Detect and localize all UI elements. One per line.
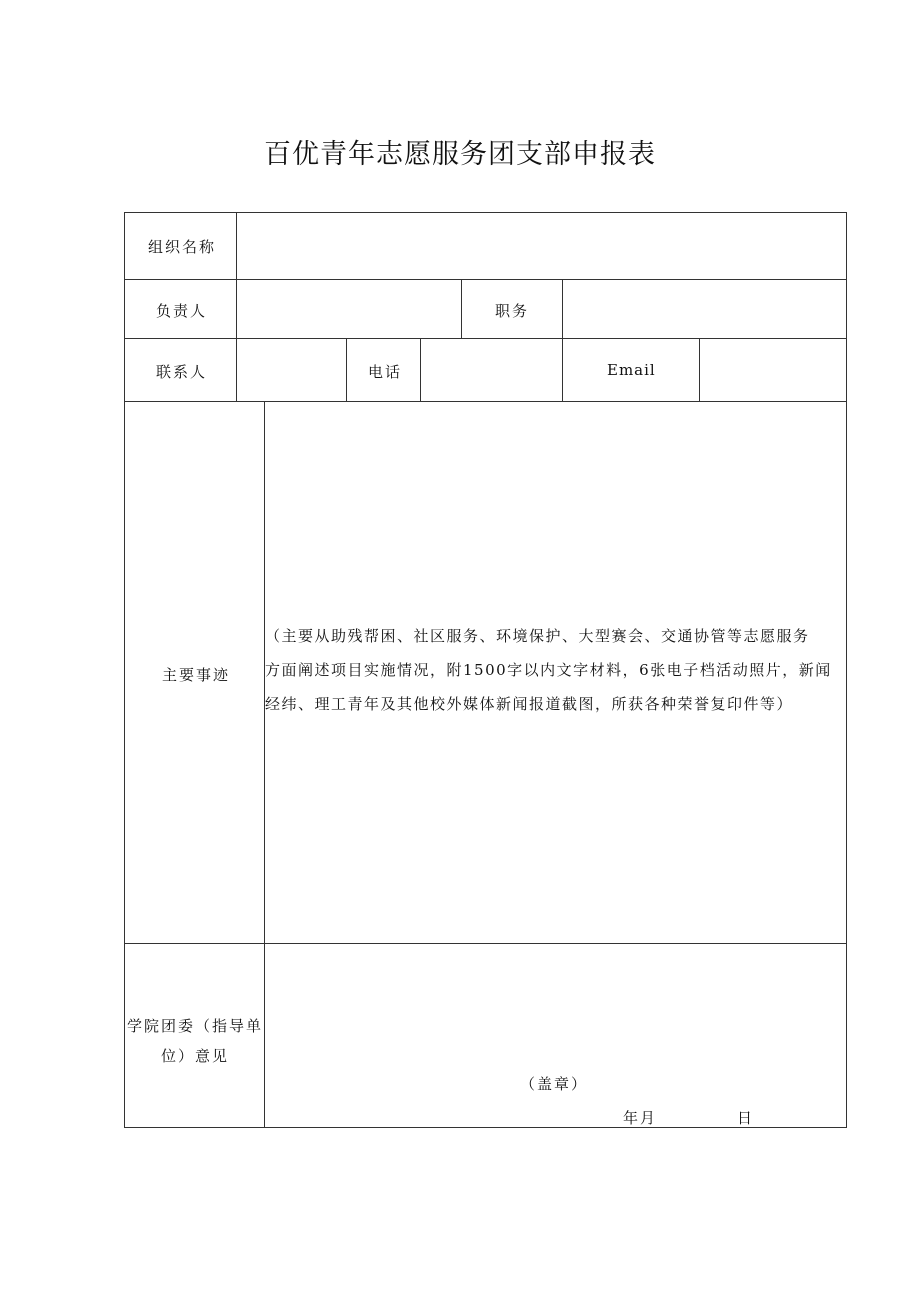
day-label: 日: [737, 1109, 755, 1127]
row-divider: [125, 338, 846, 339]
hint-line: （主要从助残帮困、社区服务、环境保护、大型赛会、交通协管等志愿服务: [265, 627, 810, 645]
seal-label: （盖章）: [520, 1075, 589, 1093]
row-divider: [125, 943, 846, 944]
col-divider: [699, 338, 700, 401]
hint-line: 方面阐述项目实施情况，附1500字以内文字材料，6张电子档活动照片，新闻: [265, 661, 832, 679]
position-label: 职务: [495, 302, 530, 320]
opinion-label-line: 位）意见: [160, 1047, 229, 1065]
achievements-hint: [265, 619, 855, 721]
org-name-label: 组织名称: [148, 238, 217, 256]
col-divider: [461, 279, 462, 338]
row-divider: [125, 279, 846, 280]
row-divider: [125, 401, 846, 402]
col-divider: [562, 279, 563, 401]
col-divider: [236, 213, 237, 401]
email-label: Email: [607, 361, 656, 379]
col-divider: [420, 338, 421, 401]
leader-label: 负责人: [156, 302, 208, 320]
opinion-label-line: 学院团委（指导单: [127, 1017, 264, 1035]
opinion-label: [127, 1011, 263, 1071]
hint-line: 经纬、理工青年及其他校外媒体新闻报道截图，所获各种荣誉复印件等）: [265, 695, 794, 713]
achievements-label: 主要事迹: [162, 666, 231, 684]
year-month-label: 年月: [623, 1109, 658, 1127]
col-divider: [264, 401, 265, 1127]
page-title: 百优青年志愿服务团支部申报表: [264, 139, 656, 170]
application-form: [124, 212, 847, 1128]
col-divider: [346, 338, 347, 401]
phone-label: 电话: [368, 363, 403, 381]
contact-label: 联系人: [156, 363, 208, 381]
